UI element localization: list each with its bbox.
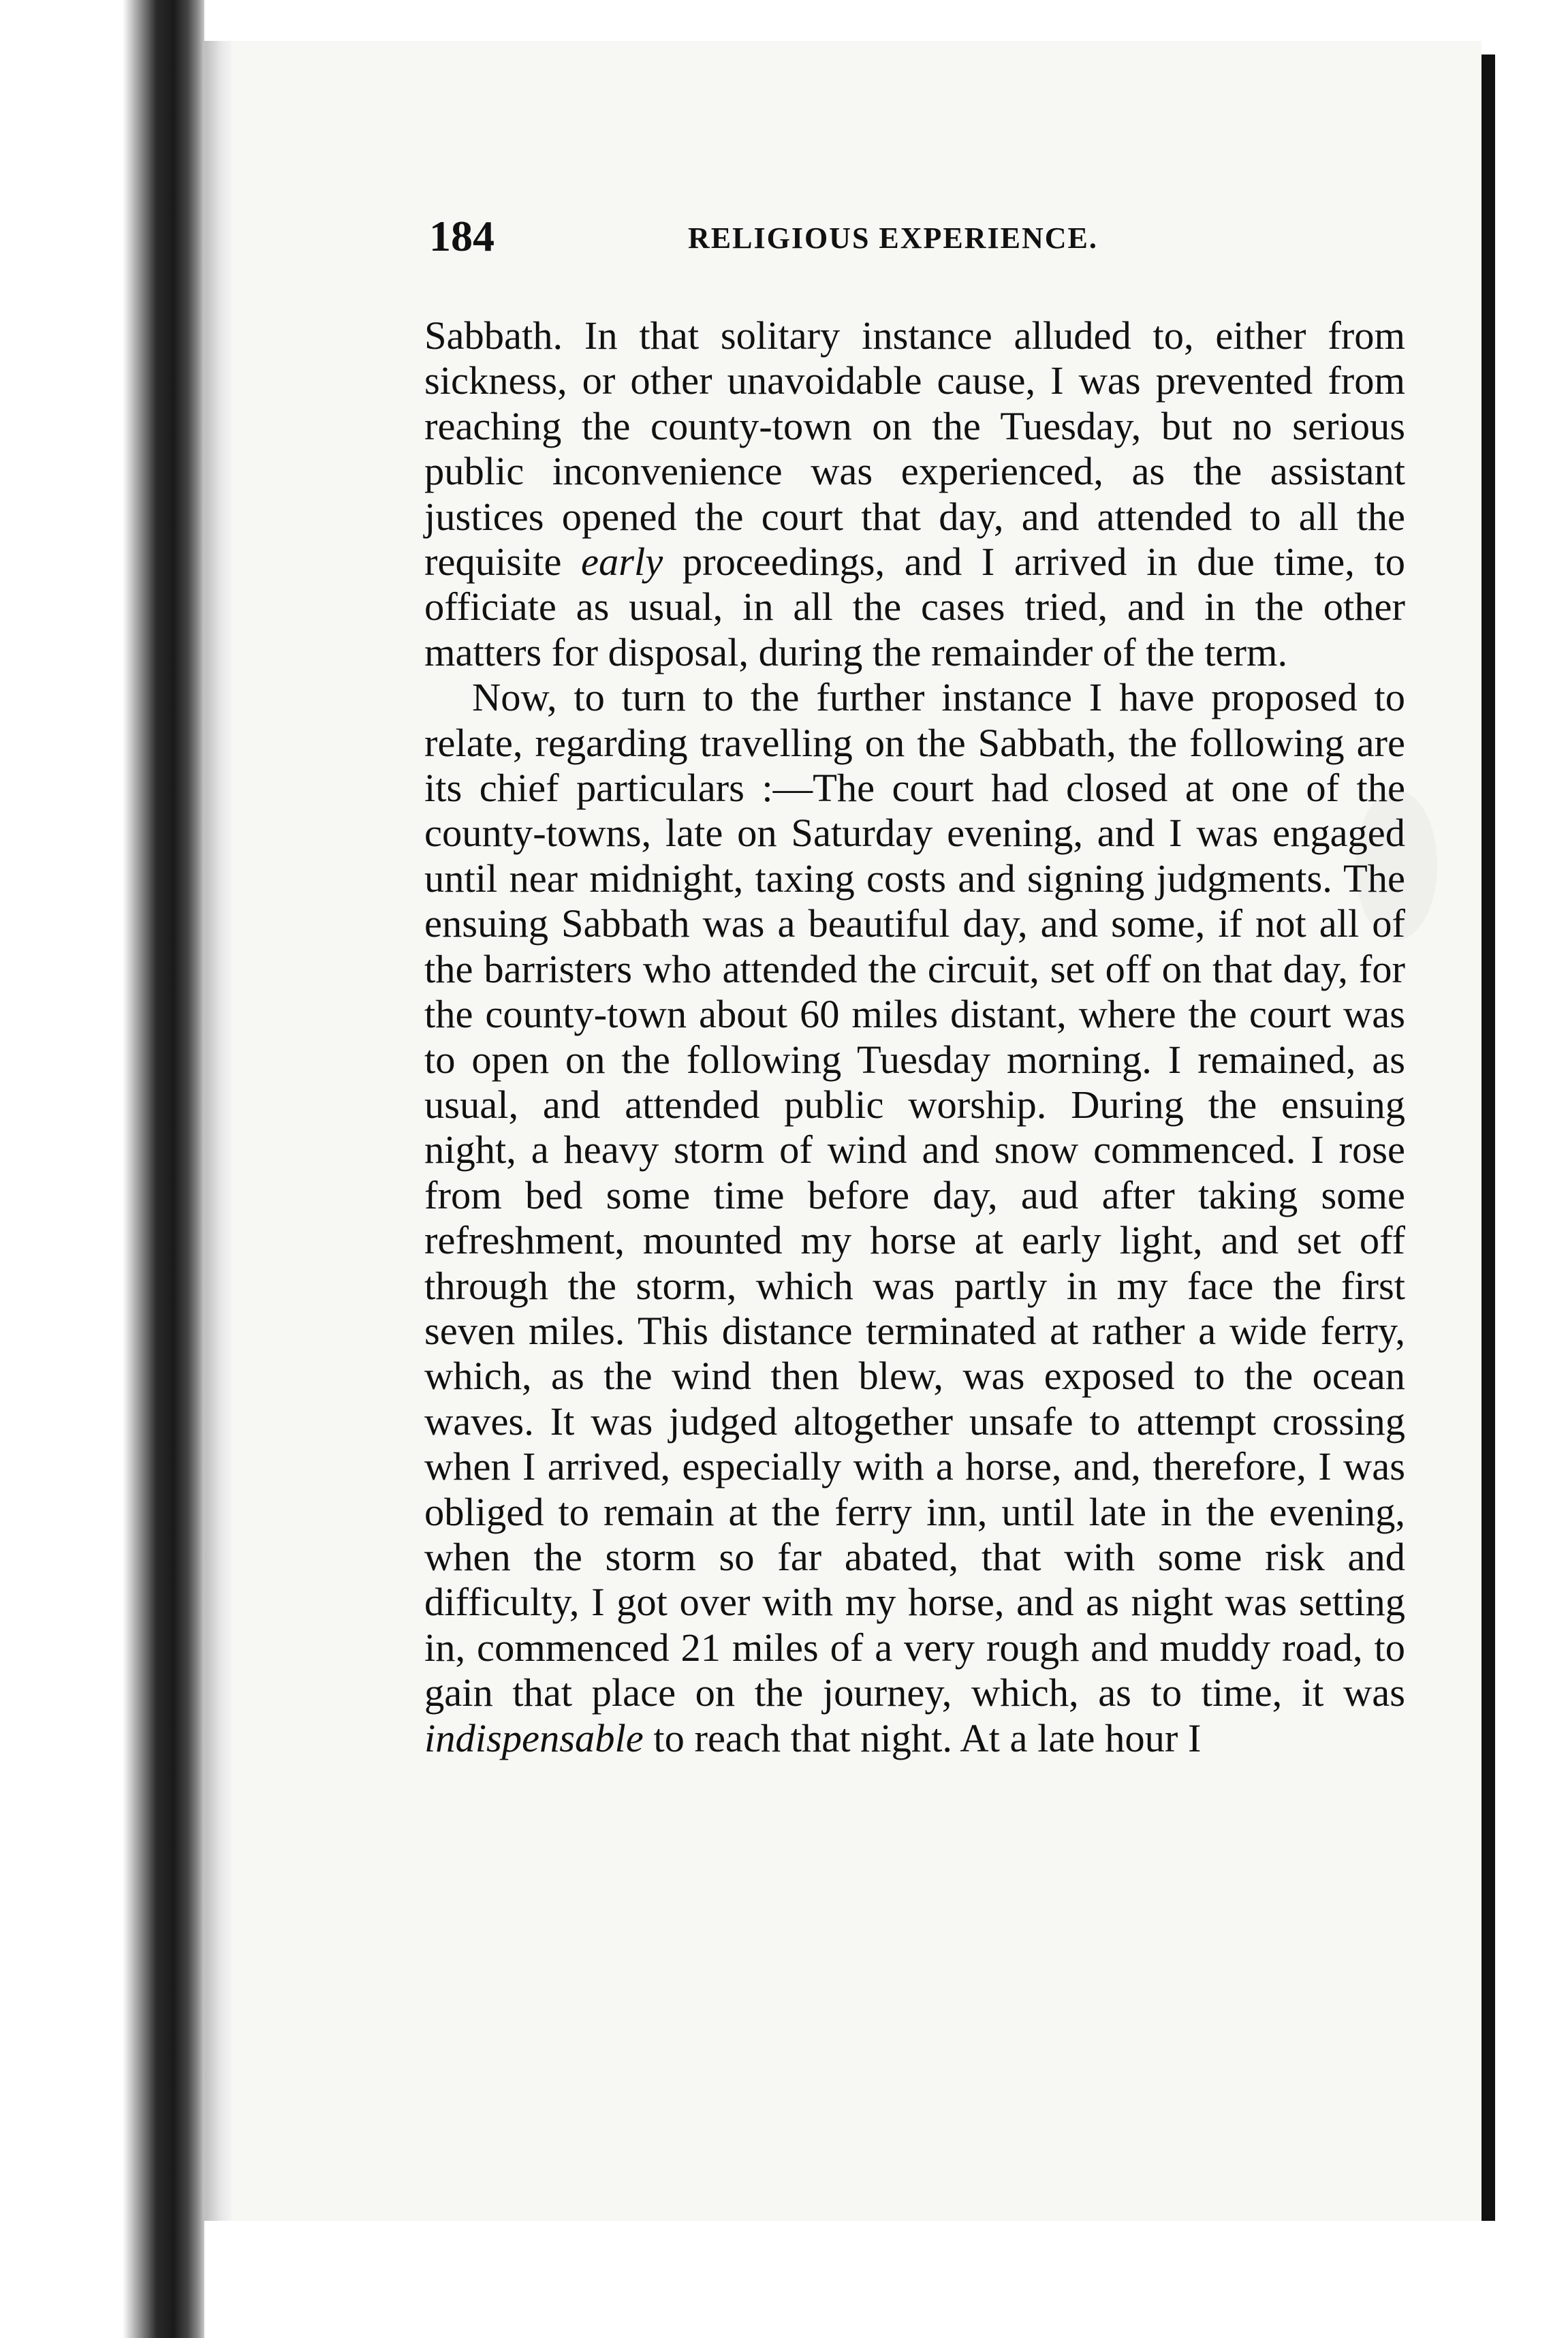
book-page	[232, 41, 1481, 2221]
paragraph-1	[424, 313, 1405, 675]
page-header	[429, 211, 1383, 266]
running-head: RELIGIOUS EXPERIENCE.	[688, 221, 1098, 255]
paragraph-2	[424, 675, 1405, 1761]
paragraph-2-text-a: Now, to turn to the further instance I have proposed to relate, regarding travelling on the Sabbath, the following are its chief particulars :—The court had closed at one of the county-towns, late on Saturday evening, and I was engaged until near midnight, taxing costs and signing judgments. The ensuing Sabbath was a beautiful day, and some, if not all of the barristers who attended the circuit, set off on that day, for the county-town about 60 miles distant, where the court was to open on the following Tuesday morning. I remained, as usual, and attended public worship. During the ensuing night, a heavy storm of wind and snow commenced. I rose from bed some time before day, aud after taking some refreshment, mounted my horse at early light, and set off through the storm, which was partly in my face the first seven miles. This distance terminated at rather a wide ferry, which, as the wind then blew, was exposed to the ocean waves. It was judged altogether unsafe to attempt crossing when I arrived, especially with a horse, and, therefore, I was obliged to remain at the ferry inn, until late in the evening, when the storm so far abated, that with some risk and difficulty, I got over with my horse, and as night was setting in, commenced 21 miles of a very rough and muddy road, to gain that place on the journey, which, as to time, it was	[424, 675, 1405, 1715]
paragraph-2-emphasis: indispensable	[424, 1715, 644, 1760]
paragraph-1-text-a: Sabbath. In that solitary instance alluded to, either from sickness, or other unavoidable cause, I was prevented from reaching the county-town on the Tuesday, but no serious public inconvenience was experienced, as the assistant justices opened the court that day, and attended to all the requisite	[424, 313, 1405, 584]
paragraph-1-text-b: proceedings, and I arrived in due time, to officiate as usual, in all the cases tried, and in the other matters for disposal, during the remainder of the term.	[424, 540, 1406, 674]
paragraph-2-text-b: to reach that night. At a late hour I	[643, 1715, 1202, 1760]
page-number: 184	[429, 212, 495, 260]
paragraph-1-emphasis: early	[581, 540, 663, 584]
body-text	[424, 313, 1405, 1761]
page-right-edge	[1481, 54, 1495, 2221]
book-binding	[0, 0, 204, 2338]
page-gutter-shadow	[204, 41, 232, 2221]
